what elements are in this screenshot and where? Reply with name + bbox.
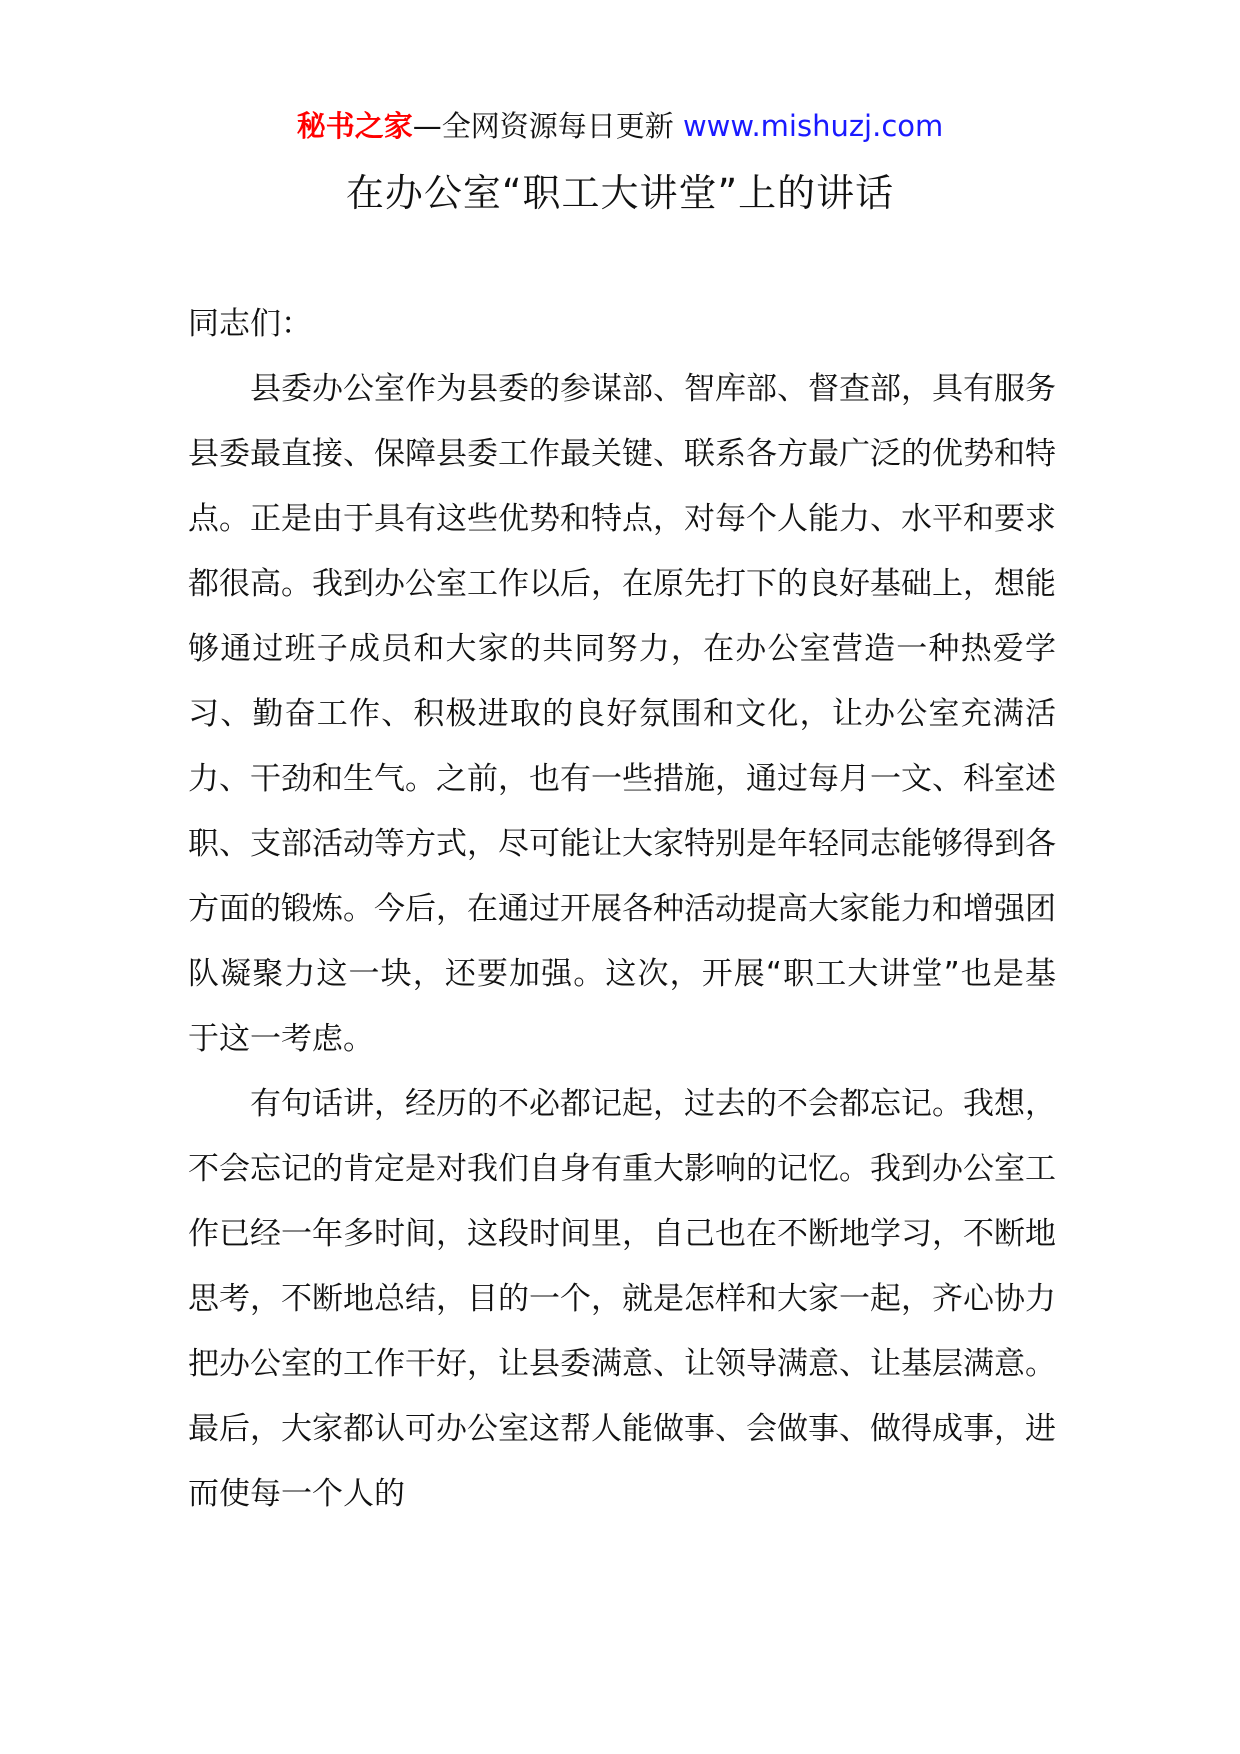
watermark-url[interactable]: www.mishuzj.com	[682, 109, 944, 143]
salutation: 同志们：	[188, 306, 312, 342]
document-title: 在办公室“职工大讲堂”上的讲话	[345, 171, 895, 215]
site-watermark	[0, 104, 1240, 148]
paragraph-1: 县委办公室作为县委的参谋部、智库部、督查部，具有服务县委最直接、保障县委工作最关键、联系各方最广泛的优势和特点。正是由于具有这些优势和特点，对每个人能力、水平和要求都很高。我到办公室工作以后，在原先打下的良好基础上，想能够通过班子成员和大家的共同努力，在办公室营造一种热爱学习、勤奋工作、积极进取的良好氛围和文化，让办公室充满活力、干劲和生气。之前，也有一些措施，通过每月一文、科室述职、支部活动等方式，尽可能让大家特别是年轻同志能够得到各方面的锻炼。今后，在通过开展各种活动提高大家能力和增强团队凝聚力这一块，还要加强。这次，开展“职工大讲堂”也是基于这一考虑。	[188, 371, 1056, 1057]
document-body	[188, 292, 1056, 1527]
paragraph-2: 有句话讲，经历的不必都记起，过去的不会都忘记。我想，不会忘记的肯定是对我们自身有重大影响的记忆。我到办公室工作已经一年多时间，这段时间里，自己也在不断地学习，不断地思考，不断地总结，目的一个，就是怎样和大家一起，齐心协力把办公室的工作干好，让县委满意、让领导满意、让基层满意。最后，大家都认可办公室这帮人能做事、会做事、做得成事，进而使每一个人的	[188, 1086, 1056, 1512]
watermark-tagline: —全网资源每日更新	[412, 109, 674, 143]
watermark-brand: 秘书之家	[296, 109, 413, 143]
